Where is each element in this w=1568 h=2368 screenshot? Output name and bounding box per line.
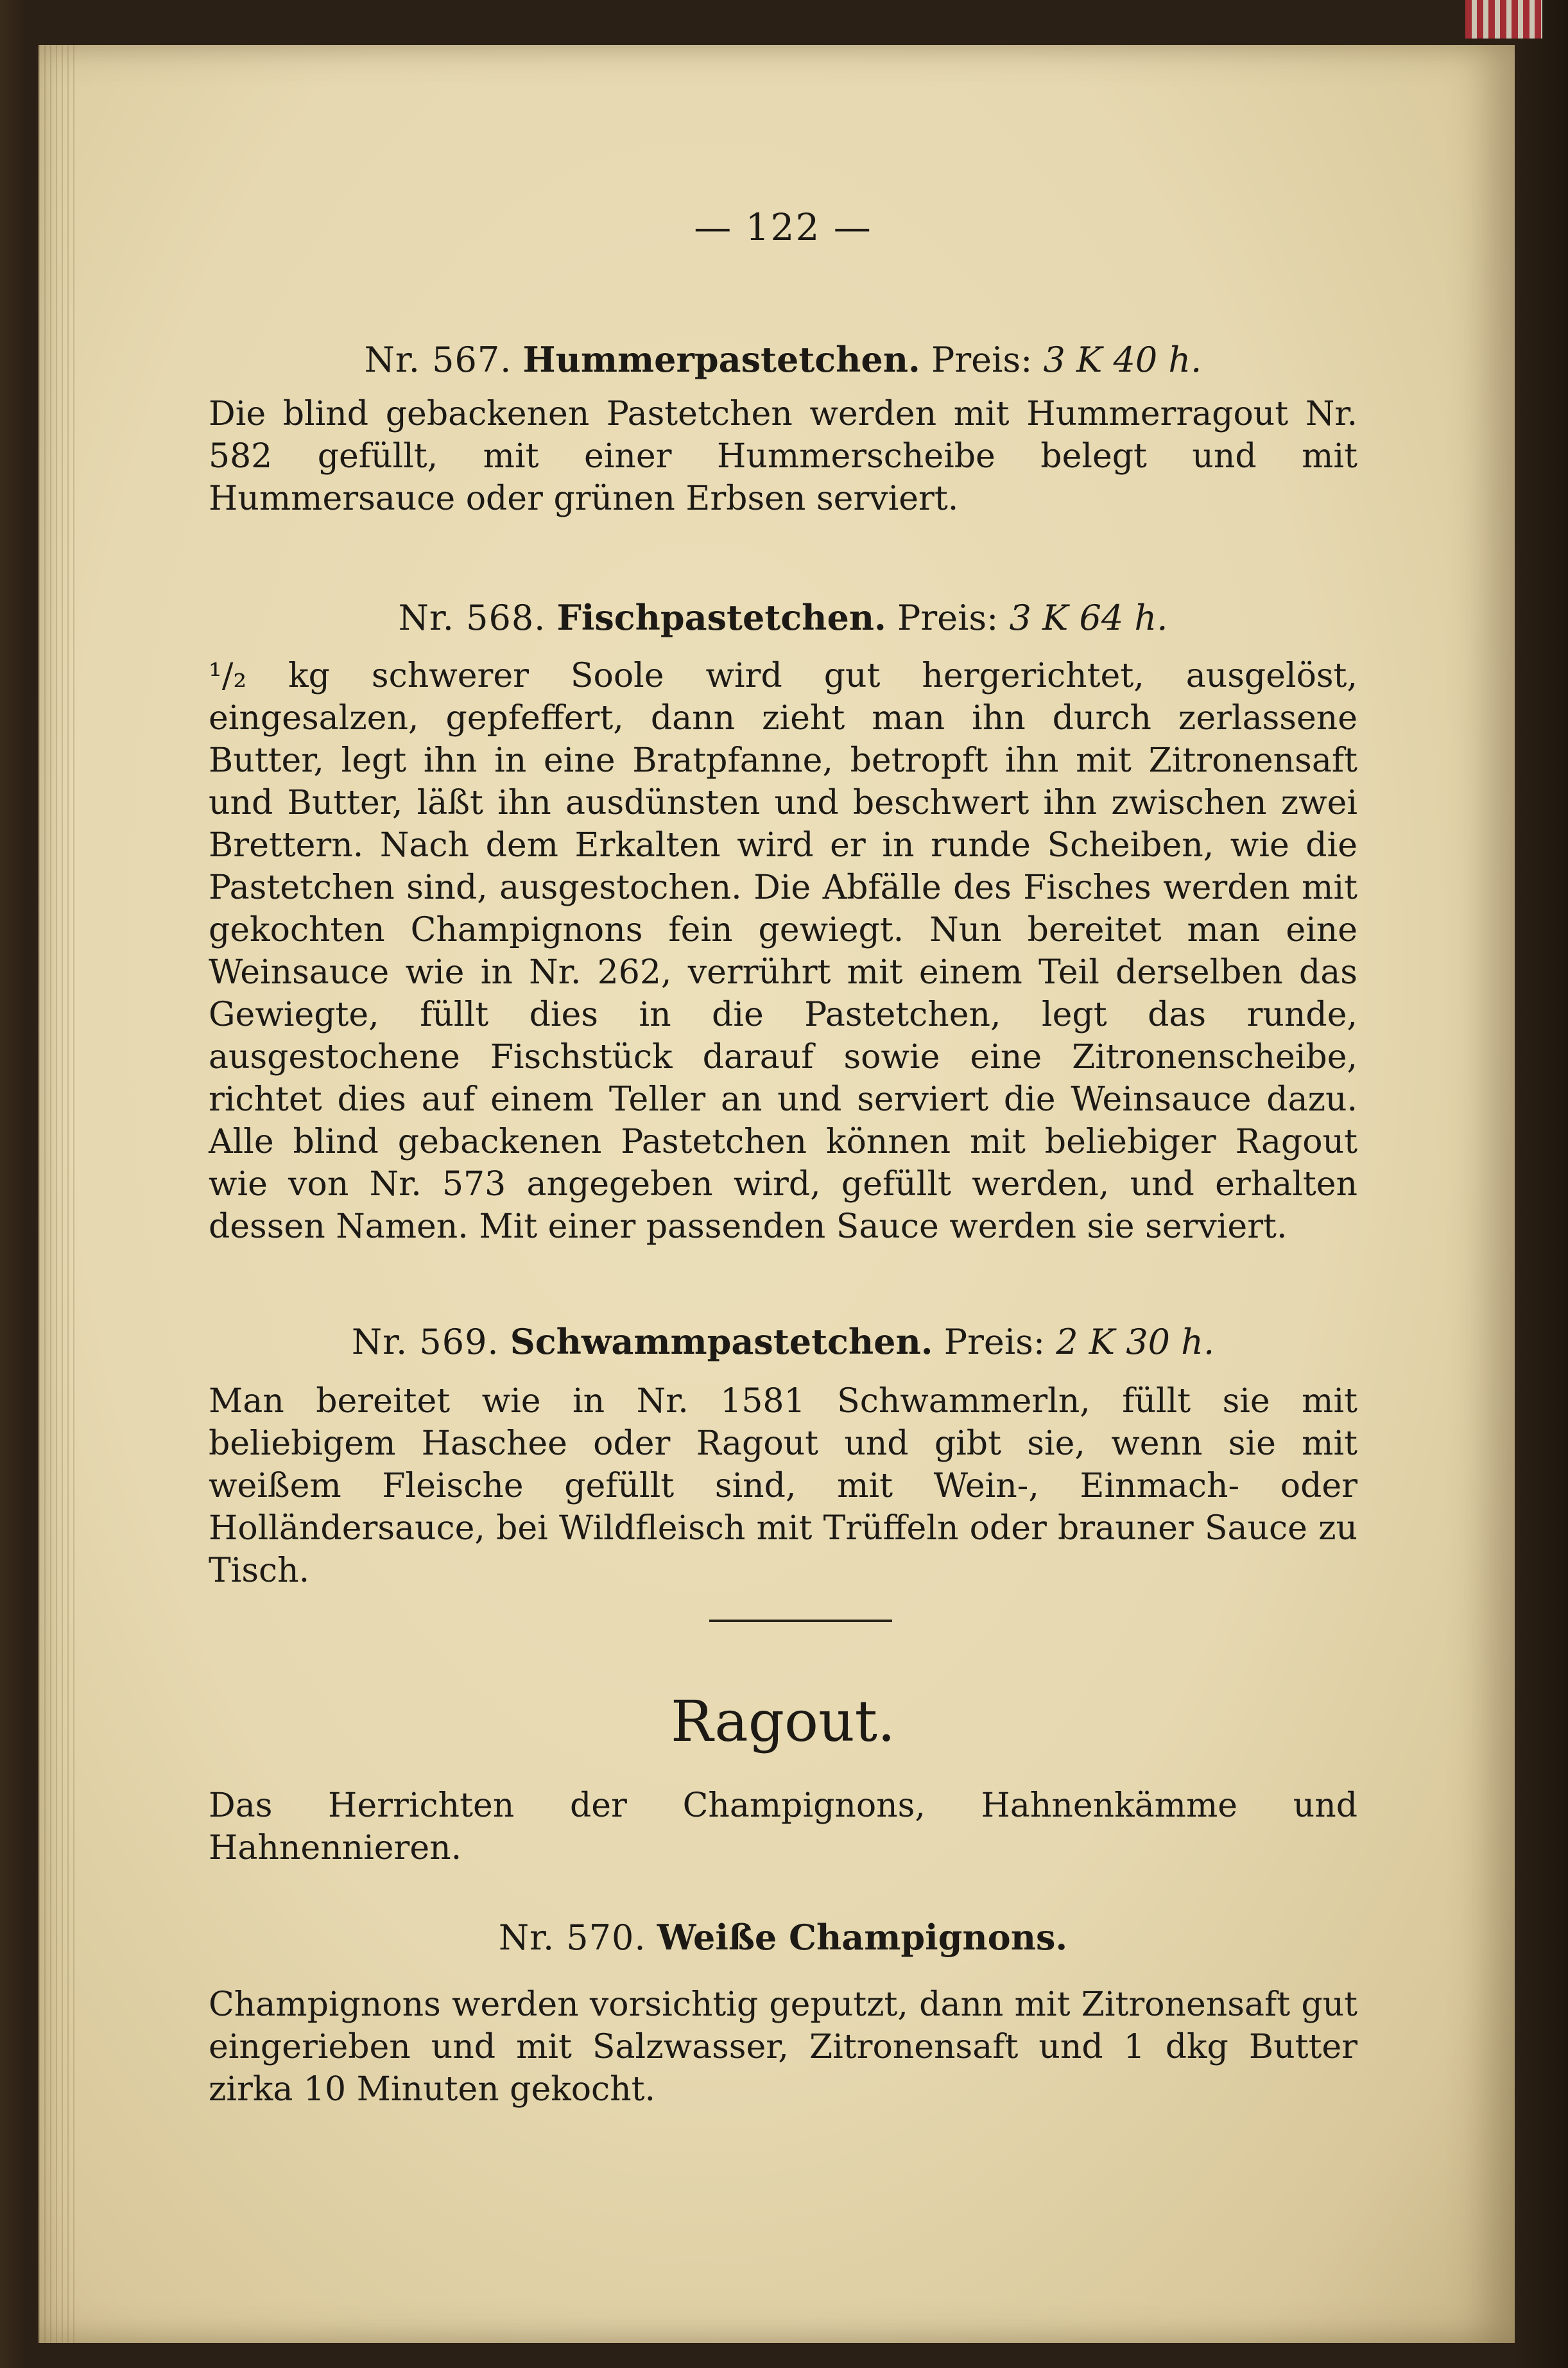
price-kronen: 3 K: [1043, 340, 1103, 380]
entry-number: Nr. 569.: [351, 1322, 499, 1362]
entry-heading-568: [209, 592, 1357, 644]
entry-heading-570: [209, 1912, 1357, 1964]
bookmark-ribbon: [1465, 0, 1542, 39]
entry-body-570: Champignons werden vorsichtig geputzt, dann mit Zitronensaft gut eingerieben und mit Salzwasser, Zitronensaft und 1 dkg Butter zirka 10 Minuten gekocht.: [209, 1985, 1357, 2109]
entry-title: Schwammpastetchen.: [510, 1321, 933, 1362]
price-heller: 30 h.: [1126, 1322, 1215, 1362]
price-label: Preis:: [931, 340, 1033, 380]
price-label: Preis:: [943, 1322, 1046, 1362]
entry-body-567: Die blind gebackenen Pastetchen werden mit Hummerragout Nr. 582 gefüllt, mit einer Hummerscheibe belegt und mit Hummersauce oder grünen Erbsen serviert.: [209, 395, 1357, 518]
entry-title: Weiße Champignons.: [657, 1917, 1068, 1958]
entry-heading-569: [209, 1316, 1357, 1368]
price-label: Preis:: [897, 598, 999, 638]
section-title: Ragout.: [670, 1688, 896, 1754]
entry-number: Nr. 568.: [398, 598, 546, 638]
price-kronen: 3 K: [1009, 598, 1069, 638]
entry-number: Nr. 570.: [498, 1917, 646, 1958]
entry-title: Fischpastetchen.: [556, 597, 886, 638]
price-kronen: 2 K: [1056, 1322, 1116, 1362]
entry-body-569: Man bereitet wie in Nr. 1581 Schwammerln, füllt sie mit beliebigem Haschee oder Ragout und gibt sie, wenn sie mit weißem Fleische gefüllt sind, mit Wein-, Einmach- oder Holländersauce, bei Wildfleisch mit Trüffeln oder brauner Sauce zu Tisch.: [209, 1382, 1357, 1590]
entry-number: Nr. 567.: [364, 340, 512, 380]
entry-title: Hummerpastetchen.: [522, 339, 920, 380]
entry-body-568: ¹/₂ kg schwerer Soole wird gut hergerichtet, ausgelöst, eingesalzen, gepfeffert, dann zieht man ihn durch zerlassene Butter, legt ihn in eine Bratpfanne, betropft ihn mit Zitronensaft und Butter, läßt ihn ausdünsten und beschwert ihn zwischen zwei Brettern. Nach dem Erkalten wird er in runde Scheiben, wie die Pastetchen sind, ausgestochen. Die Abfälle des Fisches werden mit gekochten Champignons fein gewiegt. Nun bereitet man eine Weinsauce wie in Nr. 262, verrührt mit einem Teil derselben das Gewiegte, füllt dies in die Pastetchen, legt das runde, ausgestochene Fischstück darauf sowie eine Zitronenscheibe, richtet dies auf einem Teller an und serviert die Weinsauce dazu. Alle blind gebackenen Pastetchen können mit beliebiger Ragout wie von Nr. 573 angegeben wird, gefüllt werden, und erhalten dessen Namen. Mit einer passenden Sauce werden sie serviert.: [209, 657, 1357, 1246]
price-heller: 40 h.: [1113, 340, 1202, 380]
entry-heading-567: [209, 334, 1357, 386]
price-heller: 64 h.: [1079, 598, 1168, 638]
page-number: — 122 —: [694, 205, 872, 249]
section-divider: [709, 1620, 892, 1622]
page-edge-lines: [39, 45, 77, 2343]
section-intro: Das Herrichten der Champignons, Hahnenkämme und Hahnennieren.: [209, 1786, 1357, 1867]
